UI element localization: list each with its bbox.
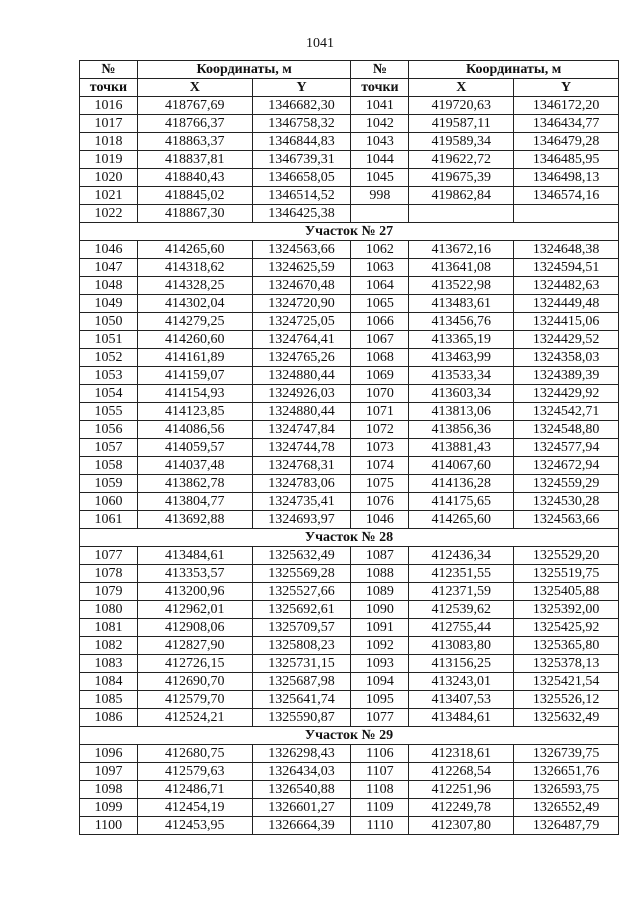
point-number-left: 1046 — [80, 241, 138, 259]
y-coordinate-left: 1325590,87 — [252, 709, 351, 727]
table-header — [80, 61, 619, 97]
y-coordinate-right — [514, 205, 619, 223]
x-coordinate-left: 414328,25 — [137, 277, 252, 295]
table-row — [80, 403, 619, 421]
coordinates-table — [79, 60, 619, 835]
x-coordinate-right: 412318,61 — [409, 745, 514, 763]
x-coordinate-right: 419587,11 — [409, 115, 514, 133]
table-row — [80, 367, 619, 385]
y-coordinate-right: 1324594,51 — [514, 259, 619, 277]
y-coordinate-left: 1325731,15 — [252, 655, 351, 673]
y-coordinate-right: 1326651,76 — [514, 763, 619, 781]
y-coordinate-left: 1346844,83 — [252, 133, 351, 151]
table-row — [80, 637, 619, 655]
y-coordinate-right: 1346574,16 — [514, 187, 619, 205]
page-number: 1041 — [306, 36, 334, 51]
x-coordinate-left: 412454,19 — [137, 799, 252, 817]
point-number-left: 1016 — [80, 97, 138, 115]
x-coordinate-left: 418840,43 — [137, 169, 252, 187]
point-number-right: 1070 — [351, 385, 409, 403]
point-number-left: 1017 — [80, 115, 138, 133]
y-coordinate-left: 1325709,57 — [252, 619, 351, 637]
point-number-right: 998 — [351, 187, 409, 205]
point-number-right: 1087 — [351, 547, 409, 565]
y-coordinate-left: 1326298,43 — [252, 745, 351, 763]
x-coordinate-right: 413456,76 — [409, 313, 514, 331]
point-number-right: 1063 — [351, 259, 409, 277]
table-row — [80, 745, 619, 763]
y-coordinate-left: 1325692,61 — [252, 601, 351, 619]
y-coordinate-right: 1346172,20 — [514, 97, 619, 115]
y-coordinate-right: 1324648,38 — [514, 241, 619, 259]
table-row — [80, 133, 619, 151]
point-number-left: 1051 — [80, 331, 138, 349]
y-coordinate-left: 1324926,03 — [252, 385, 351, 403]
table-row — [80, 241, 619, 259]
x-coordinate-left: 413692,88 — [137, 511, 252, 529]
y-coordinate-left: 1325641,74 — [252, 691, 351, 709]
x-coordinate-left: 414037,48 — [137, 457, 252, 475]
y-coordinate-left: 1324783,06 — [252, 475, 351, 493]
point-number-right: 1090 — [351, 601, 409, 619]
y-coordinate-left: 1346682,30 — [252, 97, 351, 115]
point-label-right: точки — [351, 79, 409, 97]
section-title-row — [80, 529, 619, 547]
y-coordinate-left: 1324764,41 — [252, 331, 351, 349]
point-number-right: 1044 — [351, 151, 409, 169]
point-number-right: 1089 — [351, 583, 409, 601]
x-coordinate-left: 413484,61 — [137, 547, 252, 565]
point-number-left: 1050 — [80, 313, 138, 331]
y-coordinate-right: 1324449,48 — [514, 295, 619, 313]
point-number-left: 1078 — [80, 565, 138, 583]
x-coordinate-left: 414279,25 — [137, 313, 252, 331]
table-row — [80, 781, 619, 799]
x-coordinate-right: 412268,54 — [409, 763, 514, 781]
table-row — [80, 349, 619, 367]
point-number-left: 1100 — [80, 817, 138, 835]
x-coordinate-right: 412539,62 — [409, 601, 514, 619]
point-number-right: 1069 — [351, 367, 409, 385]
point-number-left: 1049 — [80, 295, 138, 313]
y-coordinate-left: 1325687,98 — [252, 673, 351, 691]
point-number-right: 1041 — [351, 97, 409, 115]
point-number-left: 1018 — [80, 133, 138, 151]
point-number-left: 1085 — [80, 691, 138, 709]
x-coordinate-right: 412371,59 — [409, 583, 514, 601]
x-coordinate-left: 412524,21 — [137, 709, 252, 727]
y-coordinate-left: 1324735,41 — [252, 493, 351, 511]
y-coordinate-left: 1324744,78 — [252, 439, 351, 457]
y-coordinate-left: 1324625,59 — [252, 259, 351, 277]
point-number-right: 1107 — [351, 763, 409, 781]
y-coordinate-left: 1324747,84 — [252, 421, 351, 439]
x-header-left: X — [137, 79, 252, 97]
y-coordinate-right: 1325392,00 — [514, 601, 619, 619]
point-number-right: 1108 — [351, 781, 409, 799]
point-number-left: 1082 — [80, 637, 138, 655]
y-coordinate-left: 1346739,31 — [252, 151, 351, 169]
x-coordinate-left: 414161,89 — [137, 349, 252, 367]
point-number-right: 1062 — [351, 241, 409, 259]
x-coordinate-left: 414159,07 — [137, 367, 252, 385]
table-row — [80, 583, 619, 601]
table-row — [80, 151, 619, 169]
point-number-right: 1067 — [351, 331, 409, 349]
point-number-right: 1076 — [351, 493, 409, 511]
point-number-left: 1079 — [80, 583, 138, 601]
table-row — [80, 421, 619, 439]
x-coordinate-right: 413365,19 — [409, 331, 514, 349]
y-coordinate-left: 1325808,23 — [252, 637, 351, 655]
table-row — [80, 205, 619, 223]
x-coordinate-right: 413522,98 — [409, 277, 514, 295]
y-coordinate-right: 1324563,66 — [514, 511, 619, 529]
point-number-left: 1061 — [80, 511, 138, 529]
point-number-right: 1074 — [351, 457, 409, 475]
y-coordinate-right: 1324548,80 — [514, 421, 619, 439]
x-coordinate-right: 412249,78 — [409, 799, 514, 817]
table-row — [80, 799, 619, 817]
y-coordinate-left: 1326540,88 — [252, 781, 351, 799]
x-coordinate-right: 413083,80 — [409, 637, 514, 655]
x-coordinate-left: 414302,04 — [137, 295, 252, 313]
x-coordinate-left: 414318,62 — [137, 259, 252, 277]
point-number-left: 1020 — [80, 169, 138, 187]
x-coordinate-left: 412827,90 — [137, 637, 252, 655]
point-number-right: 1042 — [351, 115, 409, 133]
x-coordinate-right: 413463,99 — [409, 349, 514, 367]
y-coordinate-right: 1325405,88 — [514, 583, 619, 601]
table-row — [80, 547, 619, 565]
table-row — [80, 511, 619, 529]
y-coordinate-left: 1346758,32 — [252, 115, 351, 133]
y-coordinate-left: 1324693,97 — [252, 511, 351, 529]
y-coordinate-left: 1325569,28 — [252, 565, 351, 583]
y-coordinate-right: 1346498,13 — [514, 169, 619, 187]
point-number-left: 1096 — [80, 745, 138, 763]
point-number-right: 1045 — [351, 169, 409, 187]
x-coordinate-right: 413533,34 — [409, 367, 514, 385]
table-row — [80, 169, 619, 187]
table-row — [80, 817, 619, 835]
table-row — [80, 439, 619, 457]
table-row — [80, 457, 619, 475]
x-coordinate-right: 419675,39 — [409, 169, 514, 187]
x-coordinate-right: 413484,61 — [409, 709, 514, 727]
table-row — [80, 295, 619, 313]
x-coordinate-left: 412579,63 — [137, 763, 252, 781]
x-coordinate-left: 413862,78 — [137, 475, 252, 493]
point-number-right: 1064 — [351, 277, 409, 295]
x-coordinate-right: 413813,06 — [409, 403, 514, 421]
x-coordinate-left: 418845,02 — [137, 187, 252, 205]
y-coordinate-right: 1326487,79 — [514, 817, 619, 835]
x-coordinate-left: 414265,60 — [137, 241, 252, 259]
y-coordinate-right: 1324559,29 — [514, 475, 619, 493]
point-number-left: 1059 — [80, 475, 138, 493]
table-row — [80, 97, 619, 115]
x-coordinate-left: 412726,15 — [137, 655, 252, 673]
point-number-left: 1083 — [80, 655, 138, 673]
table-row — [80, 187, 619, 205]
y-coordinate-right: 1324542,71 — [514, 403, 619, 421]
section-title: Участок № 28 — [80, 529, 619, 547]
y-coordinate-right: 1346485,95 — [514, 151, 619, 169]
x-coordinate-right: 412436,34 — [409, 547, 514, 565]
y-coordinate-right: 1325421,54 — [514, 673, 619, 691]
y-coordinate-left: 1326664,39 — [252, 817, 351, 835]
y-coordinate-left: 1346514,52 — [252, 187, 351, 205]
x-coordinate-right: 414265,60 — [409, 511, 514, 529]
x-coordinate-right: 413156,25 — [409, 655, 514, 673]
y-coordinate-left: 1346658,05 — [252, 169, 351, 187]
point-number-right: 1088 — [351, 565, 409, 583]
point-number-right: 1077 — [351, 709, 409, 727]
y-coordinate-right: 1325365,80 — [514, 637, 619, 655]
y-coordinate-right: 1326552,49 — [514, 799, 619, 817]
point-number-left: 1057 — [80, 439, 138, 457]
point-number-right: 1046 — [351, 511, 409, 529]
y-coordinate-right: 1324530,28 — [514, 493, 619, 511]
x-coordinate-left: 412908,06 — [137, 619, 252, 637]
x-coordinate-right: 413672,16 — [409, 241, 514, 259]
point-number-left: 1099 — [80, 799, 138, 817]
point-number-header-left — [80, 61, 138, 79]
table-row — [80, 673, 619, 691]
table-row — [80, 565, 619, 583]
x-coordinate-right: 412351,55 — [409, 565, 514, 583]
y-coordinate-right: 1326593,75 — [514, 781, 619, 799]
point-number-right: 1092 — [351, 637, 409, 655]
x-coordinate-right: 412251,96 — [409, 781, 514, 799]
point-number-right: 1109 — [351, 799, 409, 817]
table-row — [80, 619, 619, 637]
point-number-left: 1022 — [80, 205, 138, 223]
point-number-left: 1021 — [80, 187, 138, 205]
y-header-left: Y — [252, 79, 351, 97]
coordinates-header-right: Координаты, м — [409, 61, 619, 79]
x-coordinate-right: 413407,53 — [409, 691, 514, 709]
y-coordinate-right: 1324415,06 — [514, 313, 619, 331]
x-coordinate-left: 412690,70 — [137, 673, 252, 691]
point-label-left: точки — [80, 79, 138, 97]
table-row — [80, 763, 619, 781]
table-row — [80, 709, 619, 727]
y-coordinate-left: 1325632,49 — [252, 547, 351, 565]
y-coordinate-left: 1324880,44 — [252, 367, 351, 385]
point-number-right: 1106 — [351, 745, 409, 763]
x-coordinate-right: 413603,34 — [409, 385, 514, 403]
table-row — [80, 655, 619, 673]
table-row — [80, 385, 619, 403]
x-coordinate-left: 414260,60 — [137, 331, 252, 349]
y-coordinate-left: 1324670,48 — [252, 277, 351, 295]
y-coordinate-left: 1325527,66 — [252, 583, 351, 601]
y-coordinate-right: 1346434,77 — [514, 115, 619, 133]
point-number-left: 1058 — [80, 457, 138, 475]
y-coordinate-right: 1325632,49 — [514, 709, 619, 727]
table-row — [80, 493, 619, 511]
table-row — [80, 115, 619, 133]
x-coordinate-right: 419622,72 — [409, 151, 514, 169]
point-number-left: 1052 — [80, 349, 138, 367]
x-coordinate-left: 413200,96 — [137, 583, 252, 601]
point-number-right — [351, 205, 409, 223]
x-coordinate-right: 414136,28 — [409, 475, 514, 493]
point-number-header-right — [351, 61, 409, 79]
point-number-right: 1094 — [351, 673, 409, 691]
x-coordinate-right: 413483,61 — [409, 295, 514, 313]
point-number-right: 1110 — [351, 817, 409, 835]
y-coordinate-left: 1324720,90 — [252, 295, 351, 313]
point-number-left: 1084 — [80, 673, 138, 691]
x-coordinate-right: 412307,80 — [409, 817, 514, 835]
point-number-right: 1073 — [351, 439, 409, 457]
x-coordinate-left: 418767,69 — [137, 97, 252, 115]
x-coordinate-right: 412755,44 — [409, 619, 514, 637]
point-number-left: 1086 — [80, 709, 138, 727]
y-coordinate-right: 1325378,13 — [514, 655, 619, 673]
y-coordinate-right: 1326739,75 — [514, 745, 619, 763]
y-coordinate-left: 1324880,44 — [252, 403, 351, 421]
point-number-right: 1091 — [351, 619, 409, 637]
y-coordinate-left: 1324725,05 — [252, 313, 351, 331]
section-title: Участок № 27 — [80, 223, 619, 241]
point-number-left: 1054 — [80, 385, 138, 403]
y-coordinate-right: 1324358,03 — [514, 349, 619, 367]
point-number-left: 1047 — [80, 259, 138, 277]
y-coordinate-left: 1326434,03 — [252, 763, 351, 781]
point-number-right: 1065 — [351, 295, 409, 313]
point-number-left: 1048 — [80, 277, 138, 295]
x-coordinate-left: 414154,93 — [137, 385, 252, 403]
x-header-right: X — [409, 79, 514, 97]
point-number-right: 1072 — [351, 421, 409, 439]
point-number-right: 1043 — [351, 133, 409, 151]
table-row — [80, 691, 619, 709]
table-row — [80, 313, 619, 331]
point-number-right: 1095 — [351, 691, 409, 709]
x-coordinate-left: 418766,37 — [137, 115, 252, 133]
x-coordinate-right — [409, 205, 514, 223]
x-coordinate-left: 412453,95 — [137, 817, 252, 835]
y-coordinate-right: 1346479,28 — [514, 133, 619, 151]
table-body — [80, 97, 619, 835]
x-coordinate-left: 414059,57 — [137, 439, 252, 457]
point-number-left: 1098 — [80, 781, 138, 799]
y-coordinate-right: 1324389,39 — [514, 367, 619, 385]
y-header-right: Y — [514, 79, 619, 97]
x-coordinate-left: 418863,37 — [137, 133, 252, 151]
y-coordinate-left: 1324563,66 — [252, 241, 351, 259]
point-number-left: 1077 — [80, 547, 138, 565]
table-row — [80, 475, 619, 493]
point-number-left: 1097 — [80, 763, 138, 781]
coordinates-header-left: Координаты, м — [137, 61, 351, 79]
table-row — [80, 331, 619, 349]
point-number-right: 1075 — [351, 475, 409, 493]
section-title: Участок № 29 — [80, 727, 619, 745]
x-coordinate-right: 413856,36 — [409, 421, 514, 439]
y-coordinate-right: 1325526,12 — [514, 691, 619, 709]
x-coordinate-left: 412579,70 — [137, 691, 252, 709]
x-coordinate-left: 413353,57 — [137, 565, 252, 583]
x-coordinate-left: 412962,01 — [137, 601, 252, 619]
y-coordinate-left: 1326601,27 — [252, 799, 351, 817]
y-coordinate-right: 1324429,52 — [514, 331, 619, 349]
point-number-left: 1053 — [80, 367, 138, 385]
point-number-left: 1080 — [80, 601, 138, 619]
x-coordinate-left: 413804,77 — [137, 493, 252, 511]
x-coordinate-right: 419589,34 — [409, 133, 514, 151]
section-title-row — [80, 727, 619, 745]
y-coordinate-right: 1325519,75 — [514, 565, 619, 583]
x-coordinate-right: 414175,65 — [409, 493, 514, 511]
y-coordinate-right: 1324577,94 — [514, 439, 619, 457]
x-coordinate-right: 419862,84 — [409, 187, 514, 205]
x-coordinate-left: 412486,71 — [137, 781, 252, 799]
table-row — [80, 259, 619, 277]
table-row — [80, 277, 619, 295]
point-number-left: 1060 — [80, 493, 138, 511]
x-coordinate-left: 412680,75 — [137, 745, 252, 763]
x-coordinate-left: 414086,56 — [137, 421, 252, 439]
x-coordinate-right: 419720,63 — [409, 97, 514, 115]
section-title-row — [80, 223, 619, 241]
y-coordinate-left: 1324765,26 — [252, 349, 351, 367]
y-coordinate-right: 1324672,94 — [514, 457, 619, 475]
point-number-right: 1093 — [351, 655, 409, 673]
y-coordinate-right: 1325529,20 — [514, 547, 619, 565]
x-coordinate-right: 413881,43 — [409, 439, 514, 457]
point-number-left: 1081 — [80, 619, 138, 637]
y-coordinate-right: 1324429,92 — [514, 385, 619, 403]
x-coordinate-left: 418837,81 — [137, 151, 252, 169]
x-coordinate-left: 418867,30 — [137, 205, 252, 223]
x-coordinate-left: 414123,85 — [137, 403, 252, 421]
y-coordinate-right: 1325425,92 — [514, 619, 619, 637]
x-coordinate-right: 413641,08 — [409, 259, 514, 277]
point-number-left: 1019 — [80, 151, 138, 169]
number-sign-label: № — [372, 62, 387, 77]
y-coordinate-left: 1346425,38 — [252, 205, 351, 223]
number-sign-label: № — [101, 62, 116, 77]
point-number-left: 1055 — [80, 403, 138, 421]
table-row — [80, 601, 619, 619]
y-coordinate-right: 1324482,63 — [514, 277, 619, 295]
point-number-right: 1066 — [351, 313, 409, 331]
y-coordinate-left: 1324768,31 — [252, 457, 351, 475]
point-number-right: 1071 — [351, 403, 409, 421]
x-coordinate-right: 414067,60 — [409, 457, 514, 475]
point-number-right: 1068 — [351, 349, 409, 367]
x-coordinate-right: 413243,01 — [409, 673, 514, 691]
point-number-left: 1056 — [80, 421, 138, 439]
